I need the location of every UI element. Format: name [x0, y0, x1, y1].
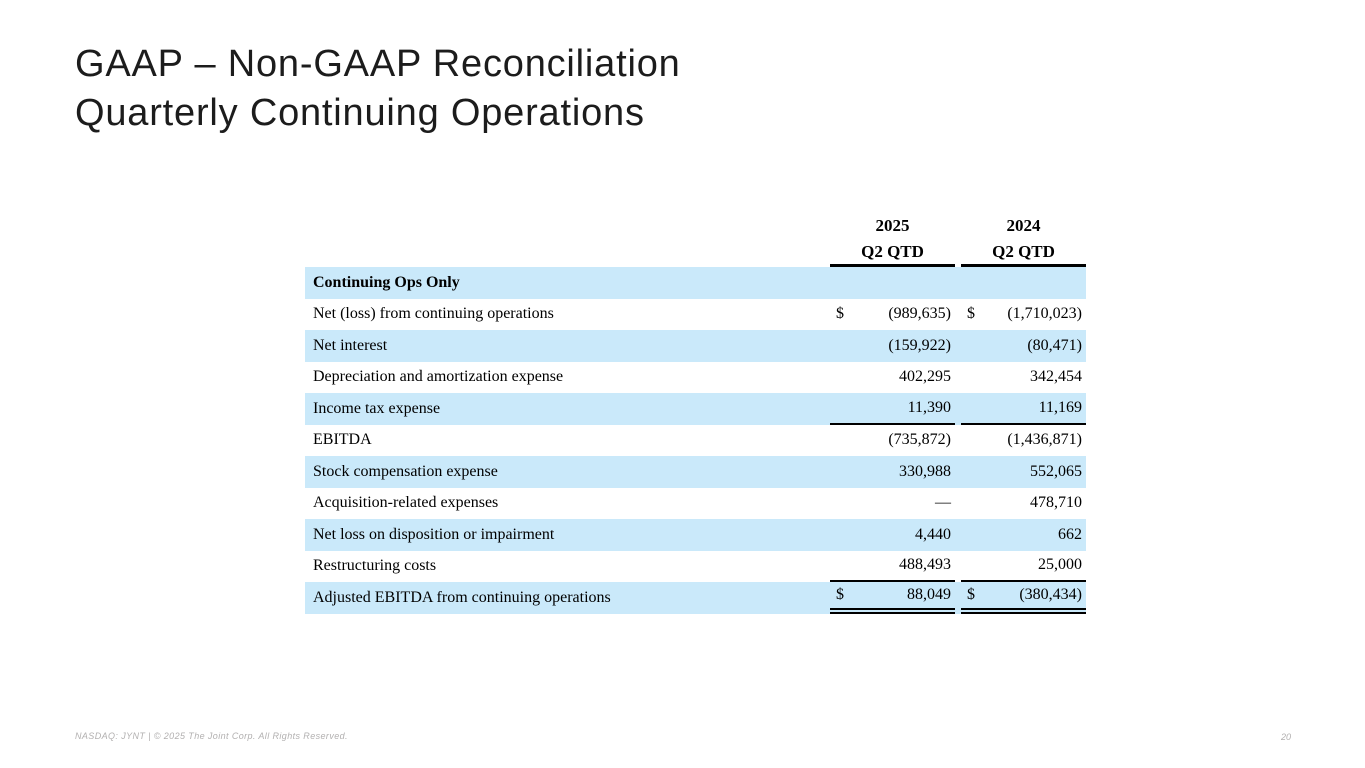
value-cell: [961, 425, 1086, 457]
value-cell: [830, 299, 955, 331]
cell-value: 88,049: [907, 585, 951, 603]
cell-value: (1,710,023): [1007, 305, 1082, 323]
currency-symbol: $: [967, 305, 975, 323]
table-row: [305, 551, 1086, 583]
row-label: EBITDA: [313, 431, 372, 449]
value-cell: [830, 267, 955, 299]
cell-value: 552,065: [1030, 462, 1082, 480]
table-row: [305, 519, 1086, 551]
cell-value: 402,295: [899, 368, 951, 386]
value-cell: [961, 519, 1086, 551]
cell-value: 11,169: [1038, 398, 1082, 416]
table-row: [305, 330, 1086, 362]
title-line-1: GAAP – Non-GAAP Reconciliation: [75, 43, 681, 85]
cell-value: (735,872): [888, 431, 951, 449]
cell-value: (1,436,871): [1007, 431, 1082, 449]
row-label: Net (loss) from continuing operations: [313, 305, 554, 323]
page-number: 20: [1280, 732, 1291, 742]
table-row: [305, 488, 1086, 520]
row-label: Income tax expense: [313, 399, 441, 417]
row-label: Depreciation and amortization expense: [313, 368, 564, 386]
cell-value: 330,988: [899, 462, 951, 480]
row-label: Adjusted EBITDA from continuing operations: [313, 588, 611, 606]
page-title: [75, 40, 681, 138]
value-cell: [961, 267, 1086, 299]
table-body: [305, 267, 1086, 614]
currency-symbol: $: [967, 585, 975, 603]
value-cell: [830, 551, 955, 583]
currency-symbol: $: [836, 585, 844, 603]
table-row: [305, 425, 1086, 457]
value-cell: [961, 551, 1086, 583]
value-cell: [961, 362, 1086, 394]
footer-copyright: NASDAQ: JYNT | © 2025 The Joint Corp. All Rights Reserved.: [75, 731, 348, 741]
cell-value: 478,710: [1030, 494, 1082, 512]
cell-value: (380,434): [1019, 585, 1082, 603]
value-cell: [961, 330, 1086, 362]
cell-value: 488,493: [899, 556, 951, 574]
cell-value: 25,000: [1038, 556, 1082, 574]
table-period-header-row: [305, 238, 1086, 267]
row-label: Restructuring costs: [313, 557, 437, 575]
row-label: Continuing Ops Only: [313, 273, 460, 291]
table-row: [305, 456, 1086, 488]
value-cell: [961, 488, 1086, 520]
cell-value: —: [935, 494, 951, 512]
column-header-period-2025: Q2 QTD: [830, 242, 955, 267]
title-line-2: Quarterly Continuing Operations: [75, 92, 645, 134]
row-label: Stock compensation expense: [313, 462, 498, 480]
cell-value: 11,390: [907, 398, 951, 416]
value-cell: [961, 456, 1086, 488]
row-label: Net interest: [313, 336, 388, 354]
value-cell: [961, 582, 1086, 614]
cell-value: (80,471): [1027, 336, 1082, 354]
value-cell: [830, 488, 955, 520]
row-label: Net loss on disposition or impairment: [313, 525, 555, 543]
cell-value: (159,922): [888, 336, 951, 354]
value-cell: [961, 299, 1086, 331]
value-cell: [830, 393, 955, 425]
column-header-year-2025: 2025: [875, 216, 910, 235]
cell-value: (989,635): [888, 305, 951, 323]
table-row: [305, 299, 1086, 331]
table-row: [305, 267, 1086, 299]
row-label: Acquisition-related expenses: [313, 494, 499, 512]
table-row: [305, 393, 1086, 425]
value-cell: [830, 362, 955, 394]
column-header-year-2024: 2024: [1006, 216, 1041, 235]
table-year-header-row: [305, 206, 1086, 238]
value-cell: [830, 582, 955, 614]
cell-value: 662: [1058, 525, 1082, 543]
cell-value: 342,454: [1030, 368, 1082, 386]
gaap-reconciliation-table: [305, 206, 1086, 614]
value-cell: [961, 393, 1086, 425]
table-row: [305, 582, 1086, 614]
value-cell: [830, 330, 955, 362]
column-header-period-2024: Q2 QTD: [961, 242, 1086, 267]
cell-value: 4,440: [915, 525, 951, 543]
currency-symbol: $: [836, 305, 844, 323]
value-cell: [830, 456, 955, 488]
value-cell: [830, 519, 955, 551]
table-row: [305, 362, 1086, 394]
value-cell: [830, 425, 955, 457]
